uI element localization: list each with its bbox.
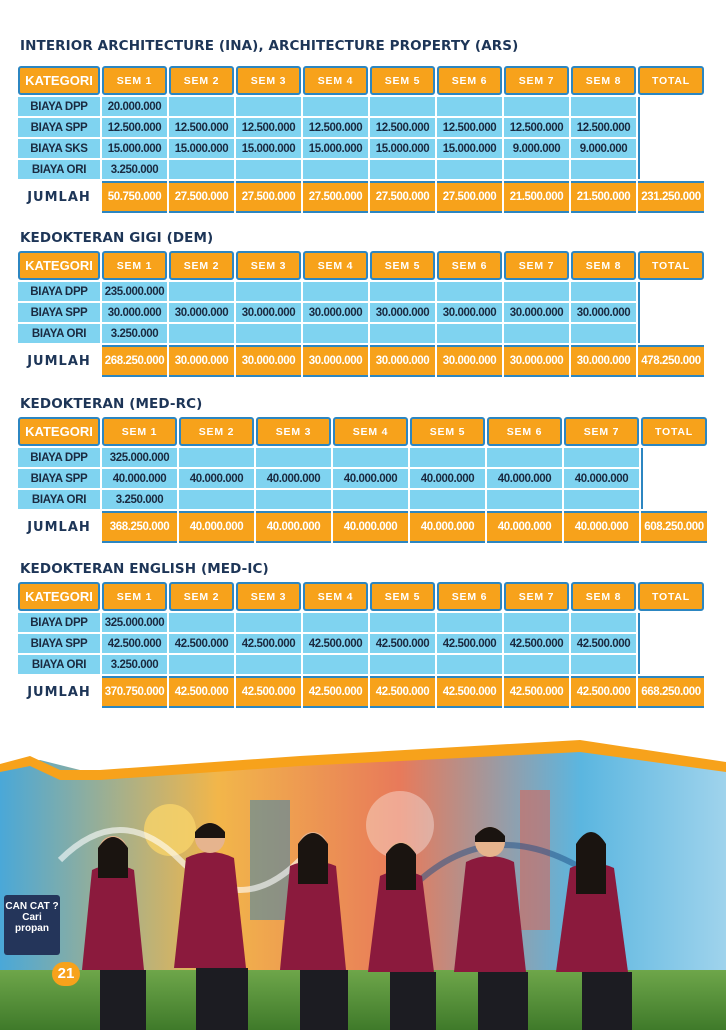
- cell-value: 42.500.000: [370, 634, 435, 653]
- header-sem: SEM 7: [504, 66, 569, 95]
- header-sem: SEM 5: [370, 66, 435, 95]
- header-sem: SEM 8: [571, 251, 636, 280]
- header-sem: SEM 1: [102, 66, 167, 95]
- page-number: 21: [52, 962, 80, 986]
- cell-value: 12.500.000: [437, 118, 502, 137]
- jumlah-value: 40.000.000: [333, 511, 408, 543]
- cell-value: [571, 282, 636, 301]
- header-kategori: KATEGORI: [18, 417, 100, 446]
- cell-value: [437, 282, 502, 301]
- cell-value: [169, 160, 234, 179]
- fee-table-ina-ars: [16, 64, 706, 215]
- header-sem: SEM 6: [437, 582, 502, 611]
- header-sem: SEM 1: [102, 417, 177, 446]
- cell-value: 325.000.000: [102, 613, 167, 632]
- table-header-row: [18, 66, 704, 95]
- jumlah-value: 27.500.000: [437, 181, 502, 213]
- total-blank-cell: [638, 282, 704, 343]
- header-total: TOTAL: [638, 66, 704, 95]
- cell-value: [169, 655, 234, 674]
- cell-value: 42.500.000: [571, 634, 636, 653]
- cell-value: [303, 613, 368, 632]
- jumlah-value: 40.000.000: [179, 511, 254, 543]
- header-sem: SEM 4: [333, 417, 408, 446]
- header-sem: SEM 6: [437, 251, 502, 280]
- cell-value: 40.000.000: [179, 469, 254, 488]
- cell-value: [303, 655, 368, 674]
- cell-value: 15.000.000: [303, 139, 368, 158]
- row-label: BIAYA ORI: [18, 490, 100, 509]
- cell-value: 42.500.000: [169, 634, 234, 653]
- cell-value: [437, 613, 502, 632]
- jumlah-total: 608.250.000: [641, 511, 707, 543]
- cell-value: 15.000.000: [370, 139, 435, 158]
- fee-table-med-rc: [16, 415, 709, 545]
- header-sem: SEM 7: [564, 417, 639, 446]
- jumlah-label: JUMLAH: [27, 684, 91, 700]
- table-header-row: [18, 582, 704, 611]
- cell-value: 42.500.000: [303, 634, 368, 653]
- cell-value: 12.500.000: [169, 118, 234, 137]
- section-title-ina-ars: INTERIOR ARCHITECTURE (INA), ARCHITECTURE PROPERTY (ARS): [20, 38, 519, 54]
- cell-value: 3.250.000: [102, 160, 167, 179]
- jumlah-value: 40.000.000: [410, 511, 485, 543]
- cell-value: 42.500.000: [102, 634, 167, 653]
- cell-value: [179, 490, 254, 509]
- jumlah-value: 42.500.000: [169, 676, 234, 708]
- jumlah-row: [18, 676, 704, 708]
- jumlah-label: JUMLAH: [27, 189, 91, 205]
- cell-value: [370, 655, 435, 674]
- cell-value: [169, 613, 234, 632]
- jumlah-value: 21.500.000: [571, 181, 636, 213]
- cell-value: 9.000.000: [504, 139, 569, 158]
- row-label: BIAYA ORI: [18, 655, 100, 674]
- section-title-med-ic: KEDOKTERAN ENGLISH (MED-IC): [20, 561, 269, 577]
- header-sem: SEM 5: [370, 251, 435, 280]
- header-sem: SEM 3: [236, 582, 301, 611]
- table-row: [18, 634, 704, 653]
- jumlah-label: JUMLAH: [27, 519, 91, 535]
- cell-value: [504, 97, 569, 116]
- cell-value: [169, 97, 234, 116]
- header-sem: SEM 6: [437, 66, 502, 95]
- cell-value: [303, 282, 368, 301]
- table-row: [18, 97, 704, 116]
- cell-value: 15.000.000: [102, 139, 167, 158]
- header-total: TOTAL: [638, 582, 704, 611]
- jumlah-value: 42.500.000: [303, 676, 368, 708]
- cell-value: 12.500.000: [504, 118, 569, 137]
- jumlah-value: 27.500.000: [370, 181, 435, 213]
- jumlah-value: 21.500.000: [504, 181, 569, 213]
- cell-value: 12.500.000: [102, 118, 167, 137]
- table-row: [18, 282, 704, 301]
- cell-value: [236, 613, 301, 632]
- table-row: [18, 490, 707, 509]
- header-sem: SEM 3: [236, 66, 301, 95]
- cell-value: 40.000.000: [102, 469, 177, 488]
- sign-text: propan: [15, 923, 49, 934]
- cell-value: 15.000.000: [169, 139, 234, 158]
- cell-value: [504, 324, 569, 343]
- jumlah-total: 668.250.000: [638, 676, 704, 708]
- jumlah-row: [18, 345, 704, 377]
- table-row: [18, 160, 704, 179]
- sign-board: [4, 895, 60, 955]
- sign-text: CAN CAT ?: [5, 901, 59, 912]
- header-sem: SEM 4: [303, 251, 368, 280]
- cell-value: 20.000.000: [102, 97, 167, 116]
- cell-value: [256, 448, 331, 467]
- header-sem: SEM 7: [504, 251, 569, 280]
- row-label: BIAYA SPP: [18, 469, 100, 488]
- cell-value: [410, 448, 485, 467]
- cell-value: 15.000.000: [437, 139, 502, 158]
- cell-value: [437, 160, 502, 179]
- header-sem: SEM 5: [370, 582, 435, 611]
- cell-value: [437, 97, 502, 116]
- cell-value: [370, 160, 435, 179]
- section-title-dem: KEDOKTERAN GIGI (DEM): [20, 230, 214, 246]
- row-label: BIAYA SPP: [18, 303, 100, 322]
- cell-value: 12.500.000: [236, 118, 301, 137]
- header-sem: SEM 3: [236, 251, 301, 280]
- cell-value: [169, 324, 234, 343]
- jumlah-row: [18, 181, 704, 213]
- jumlah-value: 42.500.000: [370, 676, 435, 708]
- jumlah-value: 30.000.000: [370, 345, 435, 377]
- header-sem: SEM 4: [303, 582, 368, 611]
- header-kategori: KATEGORI: [18, 251, 100, 280]
- cell-value: [571, 613, 636, 632]
- cell-value: 15.000.000: [236, 139, 301, 158]
- jumlah-value: 370.750.000: [102, 676, 167, 708]
- cell-value: [370, 97, 435, 116]
- jumlah-value: 30.000.000: [169, 345, 234, 377]
- row-label: BIAYA DPP: [18, 448, 100, 467]
- jumlah-value: 30.000.000: [303, 345, 368, 377]
- jumlah-value: 30.000.000: [504, 345, 569, 377]
- cell-value: [504, 655, 569, 674]
- table-row: [18, 655, 704, 674]
- header-sem: SEM 5: [410, 417, 485, 446]
- cell-value: 40.000.000: [487, 469, 562, 488]
- cell-value: 3.250.000: [102, 490, 177, 509]
- jumlah-row: [18, 511, 707, 543]
- cell-value: [256, 490, 331, 509]
- jumlah-total: 231.250.000: [638, 181, 704, 213]
- row-label: BIAYA DPP: [18, 282, 100, 301]
- cell-value: 30.000.000: [303, 303, 368, 322]
- cell-value: 3.250.000: [102, 324, 167, 343]
- cell-value: [437, 655, 502, 674]
- header-sem: SEM 3: [256, 417, 331, 446]
- cell-value: [571, 160, 636, 179]
- students-photo: [0, 740, 726, 1030]
- cell-value: 30.000.000: [169, 303, 234, 322]
- jumlah-value: 40.000.000: [487, 511, 562, 543]
- row-label: BIAYA SPP: [18, 118, 100, 137]
- header-sem: SEM 4: [303, 66, 368, 95]
- header-sem: SEM 6: [487, 417, 562, 446]
- table-row: [18, 448, 707, 467]
- row-label: BIAYA SPP: [18, 634, 100, 653]
- row-label: BIAYA DPP: [18, 97, 100, 116]
- header-kategori: KATEGORI: [18, 582, 100, 611]
- cell-value: [504, 160, 569, 179]
- table-row: [18, 139, 704, 158]
- section-title-med-rc: KEDOKTERAN (MED-RC): [20, 396, 203, 412]
- cell-value: [303, 324, 368, 343]
- jumlah-value: 27.500.000: [303, 181, 368, 213]
- jumlah-value: 30.000.000: [571, 345, 636, 377]
- cell-value: 42.500.000: [236, 634, 301, 653]
- fee-table-med-ic: [16, 580, 706, 710]
- jumlah-value: 42.500.000: [571, 676, 636, 708]
- cell-value: 40.000.000: [256, 469, 331, 488]
- header-sem: SEM 1: [102, 251, 167, 280]
- row-label: BIAYA DPP: [18, 613, 100, 632]
- jumlah-value: 40.000.000: [564, 511, 639, 543]
- table-header-row: [18, 251, 704, 280]
- jumlah-label: JUMLAH: [27, 353, 91, 369]
- cell-value: [370, 613, 435, 632]
- cell-value: 325.000.000: [102, 448, 177, 467]
- cell-value: [236, 282, 301, 301]
- total-blank-cell: [641, 448, 707, 509]
- cell-value: 42.500.000: [437, 634, 502, 653]
- row-label: BIAYA ORI: [18, 324, 100, 343]
- total-blank-cell: [638, 613, 704, 674]
- header-total: TOTAL: [638, 251, 704, 280]
- cell-value: [571, 97, 636, 116]
- jumlah-value: 30.000.000: [437, 345, 502, 377]
- cell-value: [571, 655, 636, 674]
- jumlah-value: 42.500.000: [504, 676, 569, 708]
- header-sem: SEM 2: [169, 66, 234, 95]
- cell-value: [236, 324, 301, 343]
- cell-value: [370, 282, 435, 301]
- cell-value: [504, 613, 569, 632]
- table-row: [18, 613, 704, 632]
- cell-value: 40.000.000: [410, 469, 485, 488]
- jumlah-total: 478.250.000: [638, 345, 704, 377]
- cell-value: 3.250.000: [102, 655, 167, 674]
- jumlah-value: 368.250.000: [102, 511, 177, 543]
- header-sem: SEM 2: [179, 417, 254, 446]
- row-label: BIAYA SKS: [18, 139, 100, 158]
- cell-value: 30.000.000: [437, 303, 502, 322]
- cell-value: [564, 448, 639, 467]
- header-total: TOTAL: [641, 417, 707, 446]
- table-header-row: [18, 417, 707, 446]
- row-label: BIAYA ORI: [18, 160, 100, 179]
- cell-value: [437, 324, 502, 343]
- jumlah-value: 30.000.000: [236, 345, 301, 377]
- header-sem: SEM 7: [504, 582, 569, 611]
- cell-value: [303, 160, 368, 179]
- students-photo-illustration: [0, 740, 726, 1030]
- fee-table-dem: [16, 249, 706, 379]
- cell-value: [169, 282, 234, 301]
- cell-value: 9.000.000: [571, 139, 636, 158]
- header-sem: SEM 8: [571, 582, 636, 611]
- cell-value: 40.000.000: [333, 469, 408, 488]
- cell-value: [333, 490, 408, 509]
- cell-value: 30.000.000: [571, 303, 636, 322]
- header-sem: SEM 2: [169, 582, 234, 611]
- table-row: [18, 469, 707, 488]
- cell-value: 42.500.000: [504, 634, 569, 653]
- cell-value: [487, 448, 562, 467]
- cell-value: 30.000.000: [102, 303, 167, 322]
- cell-value: 12.500.000: [303, 118, 368, 137]
- cell-value: [571, 324, 636, 343]
- jumlah-value: 50.750.000: [102, 181, 167, 213]
- jumlah-value: 27.500.000: [169, 181, 234, 213]
- jumlah-value: 40.000.000: [256, 511, 331, 543]
- jumlah-value: 27.500.000: [236, 181, 301, 213]
- cell-value: [410, 490, 485, 509]
- cell-value: [179, 448, 254, 467]
- cell-value: [236, 97, 301, 116]
- jumlah-value: 42.500.000: [437, 676, 502, 708]
- total-blank-cell: [638, 97, 704, 179]
- table-row: [18, 303, 704, 322]
- cell-value: 30.000.000: [370, 303, 435, 322]
- header-kategori: KATEGORI: [18, 66, 100, 95]
- cell-value: [564, 490, 639, 509]
- cell-value: 12.500.000: [571, 118, 636, 137]
- cell-value: 12.500.000: [370, 118, 435, 137]
- cell-value: 40.000.000: [564, 469, 639, 488]
- cell-value: 30.000.000: [236, 303, 301, 322]
- cell-value: [236, 655, 301, 674]
- cell-value: [236, 160, 301, 179]
- header-sem: SEM 1: [102, 582, 167, 611]
- cell-value: 30.000.000: [504, 303, 569, 322]
- cell-value: [303, 97, 368, 116]
- cell-value: [333, 448, 408, 467]
- table-row: [18, 118, 704, 137]
- cell-value: [487, 490, 562, 509]
- sign-text: Cari: [22, 912, 42, 923]
- header-sem: SEM 2: [169, 251, 234, 280]
- jumlah-value: 268.250.000: [102, 345, 167, 377]
- header-sem: SEM 8: [571, 66, 636, 95]
- cell-value: [504, 282, 569, 301]
- cell-value: 235.000.000: [102, 282, 167, 301]
- cell-value: [370, 324, 435, 343]
- jumlah-value: 42.500.000: [236, 676, 301, 708]
- table-row: [18, 324, 704, 343]
